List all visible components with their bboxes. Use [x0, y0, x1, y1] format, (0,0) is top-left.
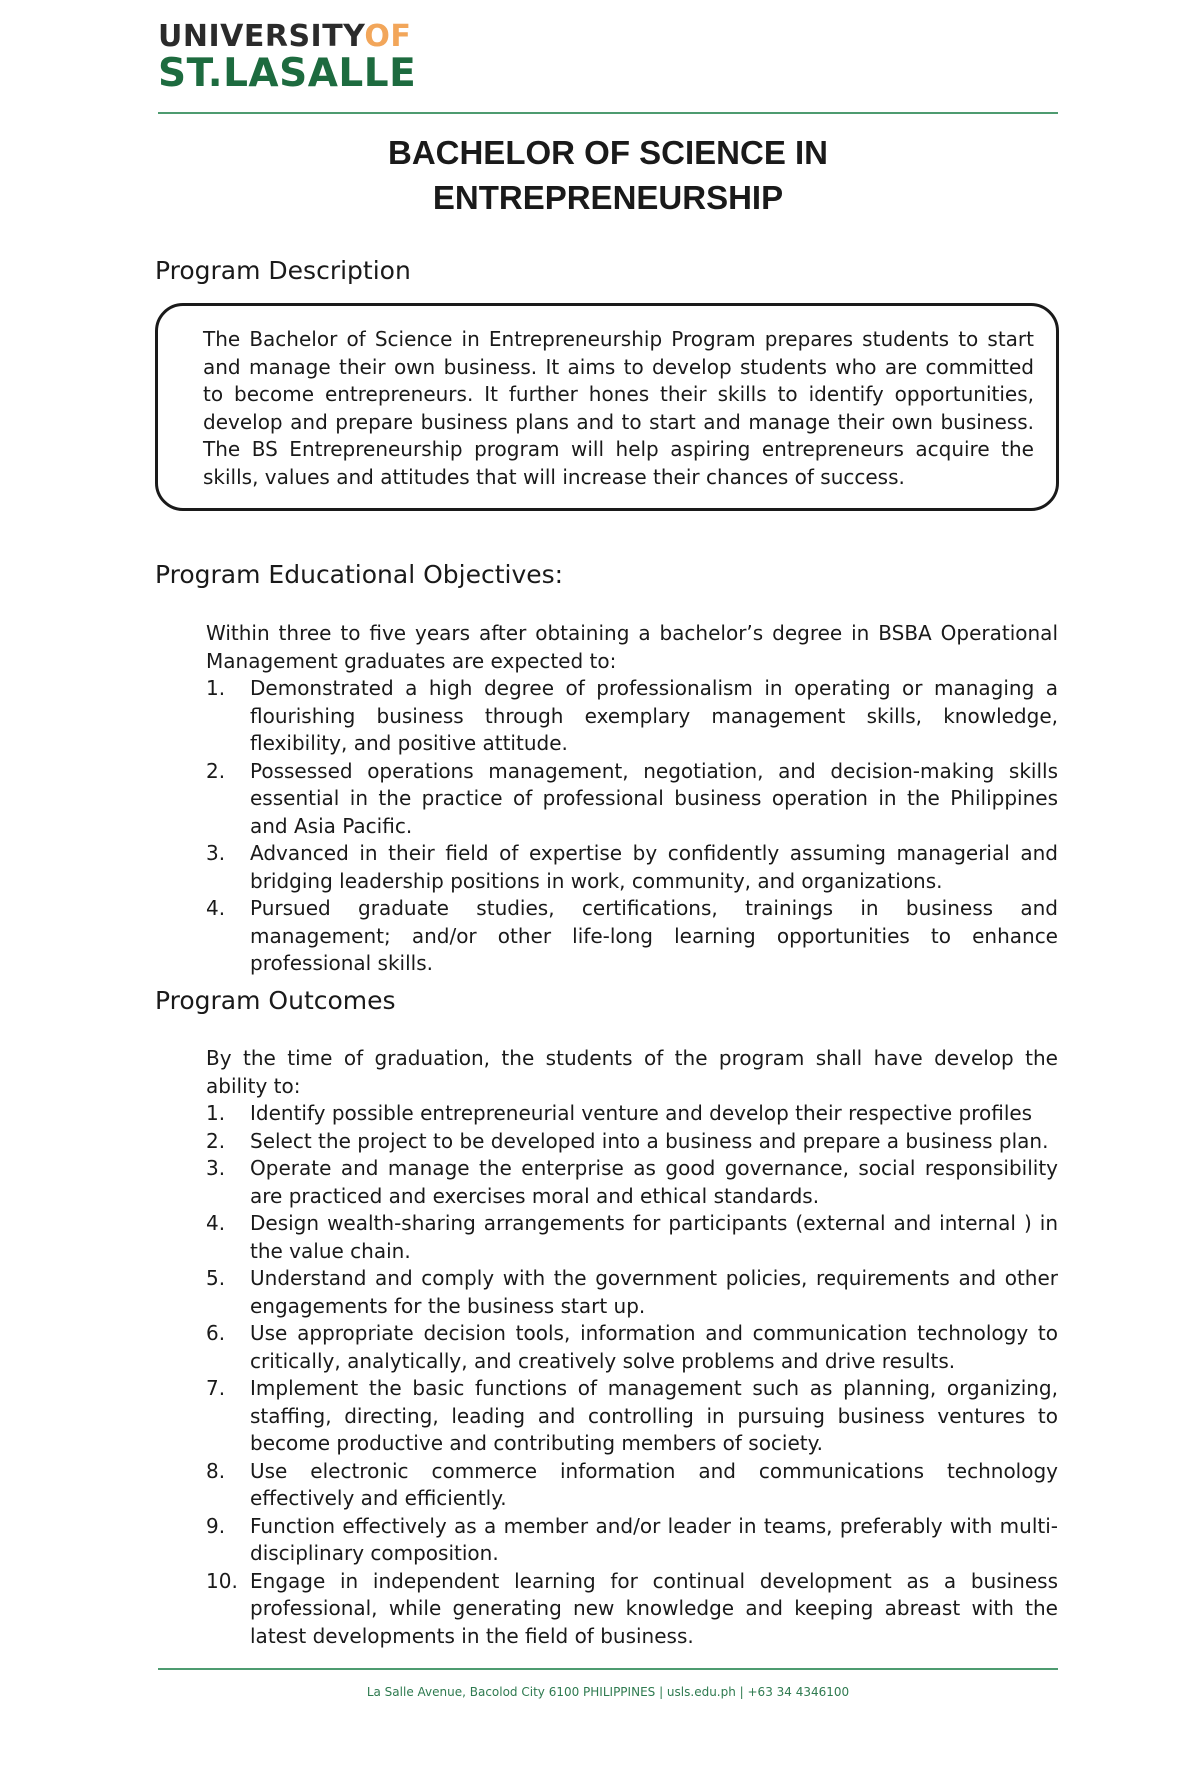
item-text: Advanced in their field of expertise by confidently assuming managerial and bridging leadership positions in work, community, and organizations. [250, 841, 1058, 893]
logo-university-text: UNIVERSITY [158, 19, 365, 54]
item-text: Engage in independent learning for continual development as a business professional, while generating new knowledge and keeping abreast with the latest developments in the field of business. [250, 1568, 1058, 1648]
outcomes-list [206, 1100, 1058, 1650]
item-text: Demonstrated a high degree of professionalism in operating or managing a flourishing business through exemplary management skills, knowledge, flexibility, and positive attitude. [250, 676, 1058, 755]
objectives-heading: Program Educational Objectives: [155, 560, 564, 589]
outcome-item [206, 1568, 1058, 1651]
item-number: 1. [206, 1101, 226, 1125]
outcome-item [206, 1100, 1058, 1128]
item-text: Identify possible entrepreneurial venture and develop their respective profiles [250, 1101, 1033, 1125]
item-number: 5. [206, 1266, 226, 1290]
item-text: Understand and comply with the government policies, requirements and other engagements for the business start up. [250, 1266, 1058, 1318]
page-title [158, 130, 1058, 220]
objective-item [206, 675, 1058, 758]
item-text: Operate and manage the enterprise as good governance, social responsibility are practiced and exercises moral and ethical standards. [250, 1156, 1058, 1208]
university-logo [158, 19, 417, 96]
item-text: Pursued graduate studies, certifications, trainings in business and management; and/or other life-long learning opportunities to enhance professional skills. [250, 896, 1058, 975]
item-text: Design wealth-sharing arrangements for participants (external and internal ) in the value chain. [250, 1211, 1058, 1263]
logo-of-text: OF [364, 19, 412, 54]
outcomes-section [206, 1045, 1058, 1650]
item-text: Use electronic commerce information and communications technology effectively and efficiently. [250, 1458, 1058, 1510]
outcome-item [206, 1210, 1058, 1265]
item-text: Possessed operations management, negotiation, and decision-making skills essential in the practice of professional business operation in the Philippines and Asia Pacific. [250, 758, 1058, 838]
item-number: 9. [206, 1513, 226, 1538]
title-line-2: ENTREPRENEURSHIP [432, 179, 784, 216]
outcome-item [206, 1128, 1058, 1156]
item-number: 2. [206, 1128, 226, 1153]
title-line-1: BACHELOR OF SCIENCE IN [387, 134, 829, 171]
item-number: 4. [206, 1211, 226, 1235]
footer-divider [158, 1668, 1058, 1670]
item-number: 4. [206, 896, 226, 920]
item-number: 1. [206, 676, 226, 700]
objectives-list [206, 675, 1058, 978]
item-text: Function effectively as a member and/or leader in teams, preferably with multi-disciplinary composition. [250, 1513, 1058, 1565]
outcomes-intro: By the time of graduation, the students of the program shall have develop the ability to: [206, 1046, 1058, 1098]
outcome-item [206, 1458, 1058, 1513]
item-number: 6. [206, 1321, 226, 1345]
item-number: 2. [206, 758, 226, 783]
objective-item [206, 895, 1058, 978]
outcome-item [206, 1513, 1058, 1568]
item-text: Use appropriate decision tools, information and communication technology to critically, analytically, and creatively solve problems and drive results. [250, 1321, 1058, 1373]
item-number: 3. [206, 841, 226, 865]
item-number: 10. [206, 1568, 238, 1593]
objectives-section [206, 620, 1058, 978]
outcome-item [206, 1375, 1058, 1458]
program-description-heading: Program Description [155, 256, 411, 285]
program-description-box [155, 303, 1059, 511]
outcome-item [206, 1265, 1058, 1320]
header-divider [158, 112, 1058, 114]
objective-item [206, 758, 1058, 841]
item-number: 8. [206, 1458, 226, 1483]
item-text: Implement the basic functions of management such as planning, organizing, staffing, directing, leading and controlling in pursuing business ventures to become productive and contributing members of society. [250, 1376, 1058, 1455]
outcomes-heading: Program Outcomes [155, 986, 396, 1015]
footer-contact: La Salle Avenue, Bacolod City 6100 PHILIPPINES | usls.edu.ph | +63 34 4346100 [366, 1685, 850, 1699]
item-number: 7. [206, 1376, 226, 1400]
outcome-item [206, 1320, 1058, 1375]
logo-stlasalle-text: ST.LASALLE [158, 51, 417, 96]
program-description-text: The Bachelor of Science in Entrepreneurship Program prepares students to start and manage their own business. It aims to develop students who are committed to become entrepreneurs. It further hones their skills to identify opportunities, develop and prepare business plans and to start and manage their own business. The BS Entrepreneurship program will help aspiring entrepreneurs acquire the skills, values and attitudes that will increase their chances of success. [203, 327, 1034, 489]
objectives-intro: Within three to five years after obtaining a bachelor’s degree in BSBA Operational Management graduates are expected to: [206, 621, 1058, 673]
outcome-item [206, 1155, 1058, 1210]
item-number: 3. [206, 1156, 226, 1180]
item-text: Select the project to be developed into a business and prepare a business plan. [250, 1128, 1049, 1153]
objective-item [206, 840, 1058, 895]
